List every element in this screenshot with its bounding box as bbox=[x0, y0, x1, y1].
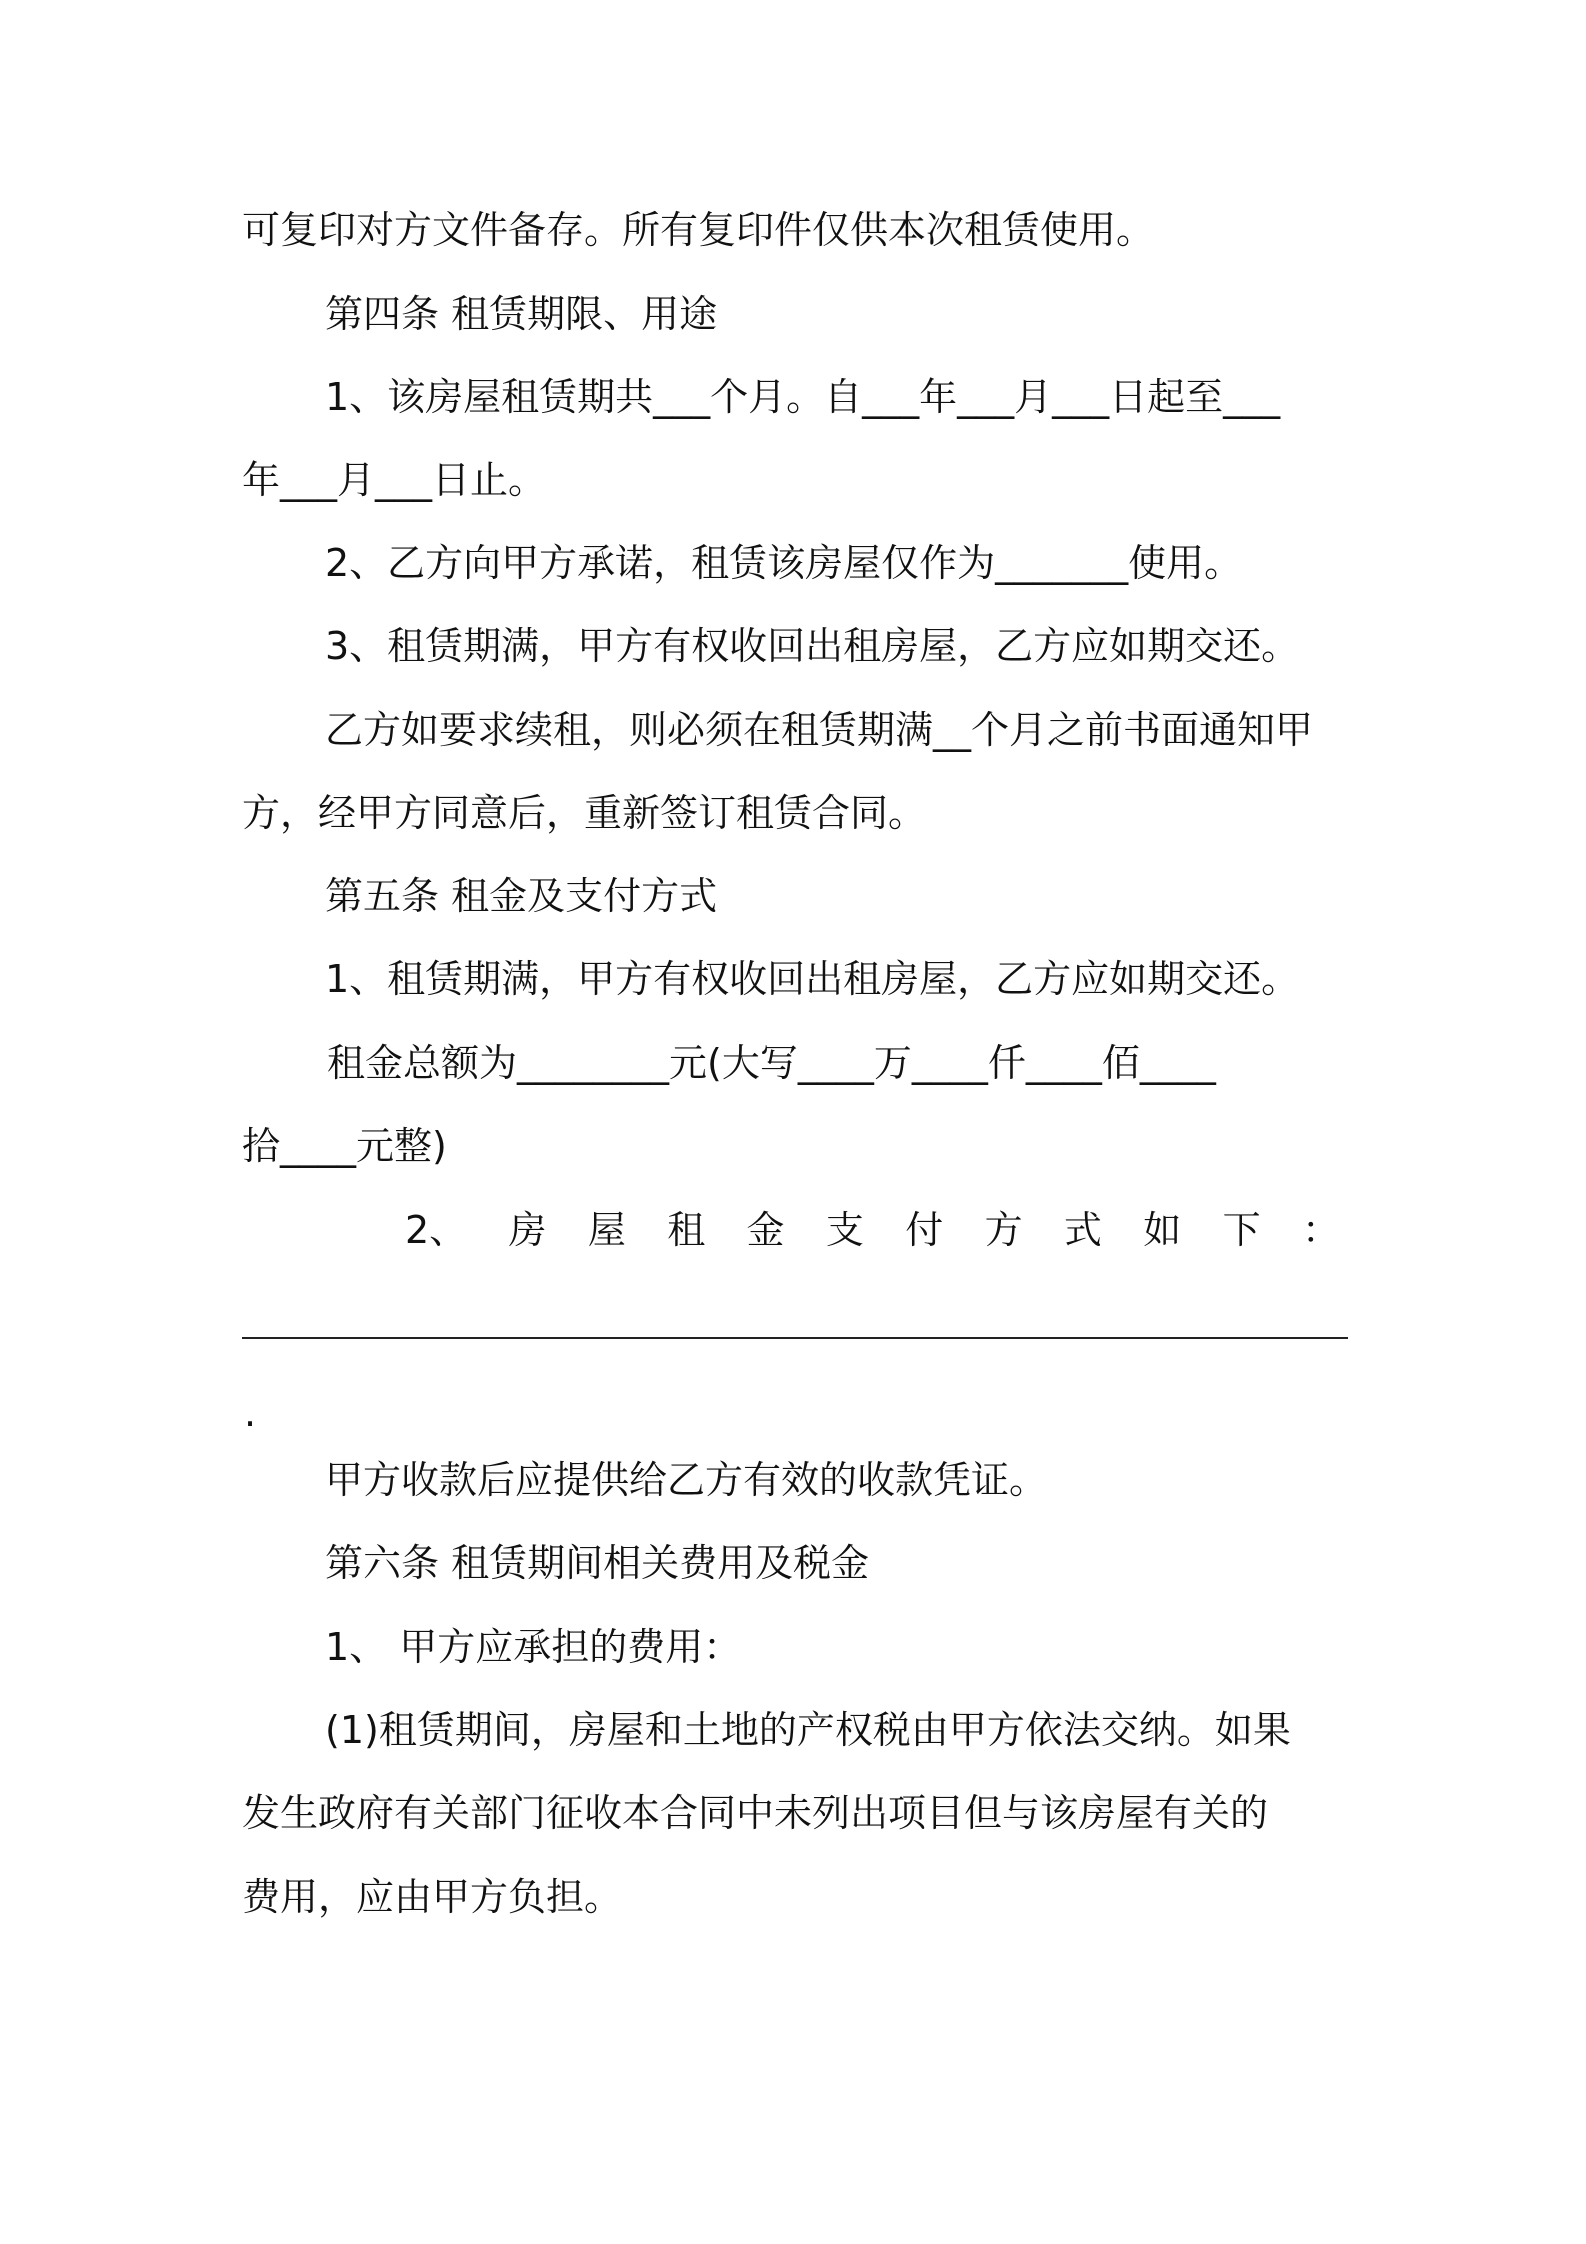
paragraph-line: (1)租赁期间，房屋和土地的产权税由甲方依法交纳。如果 bbox=[325, 1708, 1291, 1752]
payment-method-char: 式 bbox=[1063, 1208, 1102, 1252]
paragraph-line: 发生政府有关部门征收本合同中未列出项目但与该房屋有关的 bbox=[242, 1791, 1269, 1835]
payment-method-number: 2、 bbox=[405, 1208, 468, 1252]
paragraph-line: 3、租赁期满，甲方有权收回出租房屋，乙方应如期交还。 bbox=[325, 624, 1300, 668]
section-heading-article-4: 第四条 租赁期限、用途 bbox=[325, 292, 718, 336]
payment-method-line bbox=[405, 1205, 1340, 1255]
payment-method-char: 方 bbox=[984, 1208, 1023, 1252]
paragraph-line: 1、该房屋租赁期共___个月。自___年___月___日起至___ bbox=[325, 375, 1281, 419]
paragraph-line: 租金总额为________元(大写____万____仟____佰____ bbox=[327, 1041, 1216, 1085]
paragraph-line: 费用，应由甲方负担。 bbox=[242, 1875, 623, 1919]
paragraph-line: 1、 甲方应承担的费用： bbox=[325, 1625, 742, 1669]
trailing-dot: . bbox=[244, 1391, 257, 1435]
payment-method-char: 金 bbox=[746, 1208, 785, 1252]
payment-method-char: 租 bbox=[667, 1208, 706, 1252]
paragraph-line: 年___月___日止。 bbox=[242, 458, 547, 502]
paragraph-line: 甲方收款后应提供给乙方有效的收款凭证。 bbox=[325, 1458, 1048, 1502]
payment-method-char: 如 bbox=[1143, 1208, 1182, 1252]
paragraph-line: 方，经甲方同意后，重新签订租赁合同。 bbox=[242, 791, 927, 835]
section-heading-article-6: 第六条 租赁期间相关费用及税金 bbox=[325, 1541, 870, 1585]
payment-method-char: ： bbox=[1301, 1208, 1340, 1252]
payment-method-char: 支 bbox=[825, 1208, 864, 1252]
payment-method-char: 房 bbox=[508, 1208, 547, 1252]
paragraph-line: 1、租赁期满，甲方有权收回出租房屋，乙方应如期交还。 bbox=[325, 957, 1300, 1001]
paragraph-line: 乙方如要求续租，则必须在租赁期满__个月之前书面通知甲 bbox=[325, 708, 1314, 752]
payment-method-char: 下 bbox=[1222, 1208, 1261, 1252]
paragraph-line: 拾____元整) bbox=[242, 1124, 447, 1168]
payment-method-char: 付 bbox=[905, 1208, 944, 1252]
paragraph-line: 2、乙方向甲方承诺，租赁该房屋仅作为_______使用。 bbox=[325, 541, 1243, 585]
payment-method-char: 屋 bbox=[587, 1208, 626, 1252]
paragraph-line: 可复印对方文件备存。所有复印件仅供本次租赁使用。 bbox=[242, 208, 1155, 252]
section-heading-article-5: 第五条 租金及支付方式 bbox=[325, 874, 718, 918]
payment-method-blank-line bbox=[242, 1337, 1348, 1339]
